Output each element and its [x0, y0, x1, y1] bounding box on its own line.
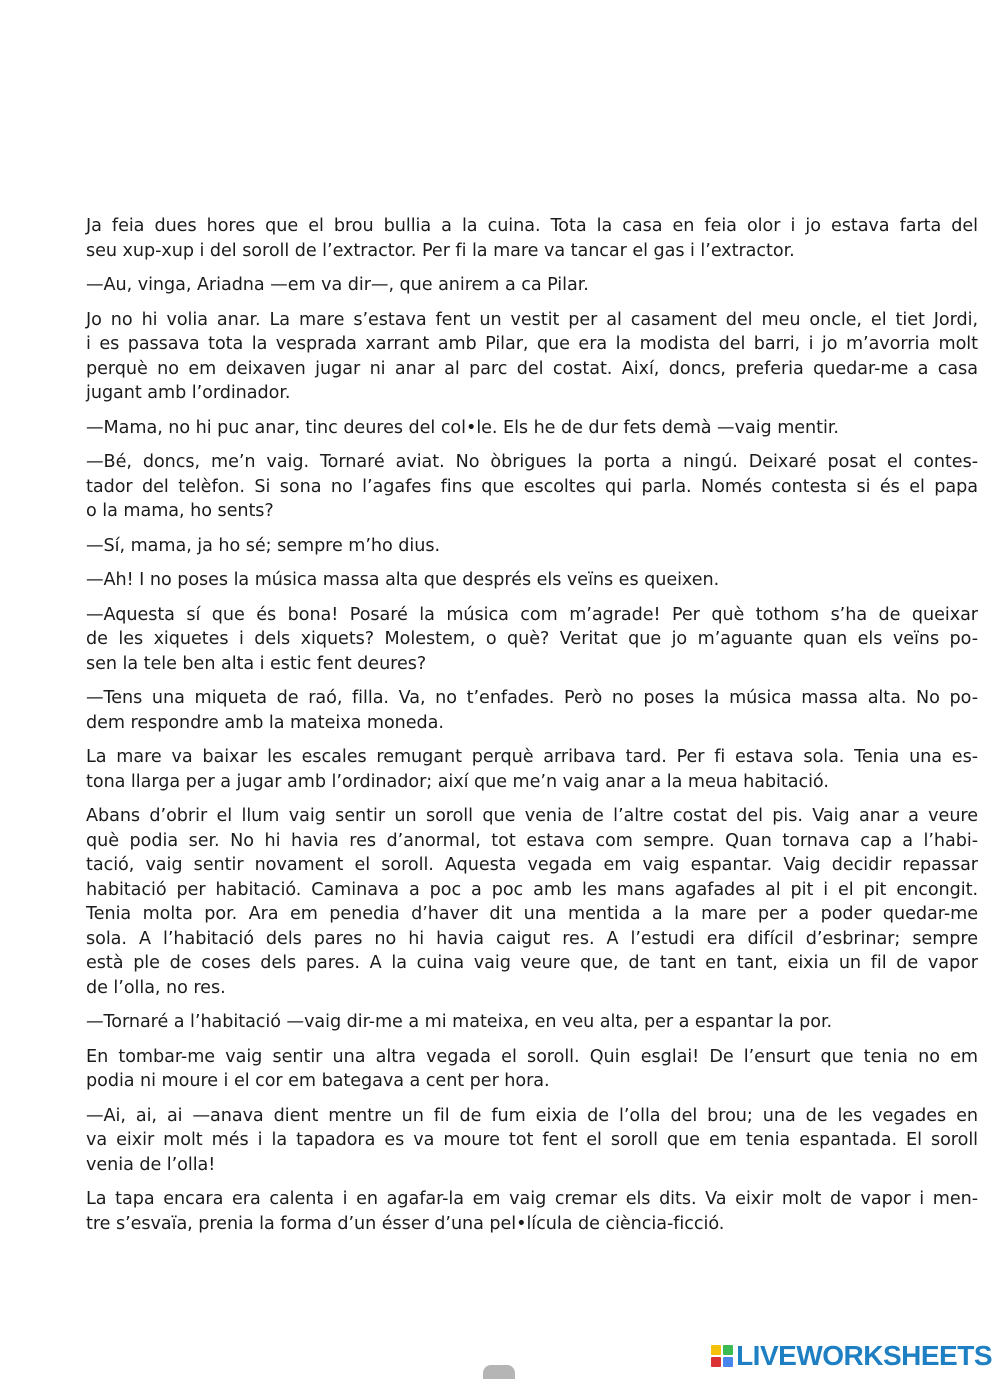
logo-square-2 — [723, 1345, 733, 1355]
text-line: habitació per habitació. Caminava a poc a poc amb les mans agafades al pit i el pit encongit. — [86, 879, 978, 900]
text-line: de l’olla, no res. — [86, 977, 226, 998]
text-line: sola. A l’habitació dels pares no hi havia caigut res. A l’estudi era difícil d’esbrinar; sempre — [86, 928, 978, 949]
paragraph — [86, 1104, 978, 1178]
text-line: jugant amb l’ordinador. — [86, 383, 291, 403]
paragraph — [86, 1187, 978, 1236]
text-line: La tapa encara era calenta i en agafar-la em vaig cremar els dits. Va eixir molt de vapor i men- — [86, 1189, 978, 1209]
scroll-handle[interactable] — [483, 1365, 515, 1379]
text-line: tació, vaig sentir novament el soroll. Aquesta vegada em vaig espantar. Vaig decidir repassar — [86, 855, 978, 875]
text-line: —Au, vinga, Ariadna —em va dir—, que anirem a ca Pilar. — [86, 275, 589, 295]
text-line: o la mama, ho sents? — [86, 501, 274, 521]
text-line: sen la tele ben alta i estic fent deures? — [86, 653, 427, 674]
text-line: —Bé, doncs, me’n vaig. Tornaré aviat. No òbrigues la porta a ningú. Deixaré posat el contes- — [86, 452, 978, 472]
text-line: —Ai, ai, ai —anava dient mentre un fil de fum eixia de l’olla del brou; una de les vegades en — [86, 1105, 978, 1126]
text-line: perquè no em deixaven jugar ni anar al parc del costat. Així, doncs, preferia quedar-me a casa — [86, 358, 978, 379]
text-line: Abans d’obrir el llum vaig sentir un soroll que venia de l’altre costat del pis. Vaig anar a veure — [86, 806, 978, 826]
text-line: va eixir molt més i la tapadora es va moure tot fent el soroll que em tenia espantada. El soroll — [86, 1130, 978, 1150]
logo-text: LIVEWORKSHEETS — [736, 1340, 992, 1371]
logo-square-3 — [711, 1357, 721, 1367]
logo-square-1 — [711, 1345, 721, 1355]
text-line: —Aquesta sí que és bona! Posaré la música com m’agrade! Per què tothom s’ha de queixar — [86, 604, 978, 625]
text-line: En tombar-me vaig sentir una altra vegada el soroll. Quin esglai! De l’ensurt que tenia no em — [86, 1046, 978, 1067]
paragraph — [86, 214, 978, 263]
liveworksheets-logo — [711, 1341, 992, 1371]
text-line: venia de l’olla! — [86, 1154, 216, 1175]
text-line: Jo no hi volia anar. La mare s’estava fent un vestit per al casament del meu oncle, el tiet Jordi, — [86, 309, 978, 330]
text-line: —Mama, no hi puc anar, tinc deures del col•le. Els he de dur fets demà —vaig mentir. — [86, 417, 839, 438]
text-line: tre s’esvaïa, prenia la forma d’un ésser d’una pel•lícula de ciència-ficció. — [86, 1213, 725, 1234]
paragraph — [86, 273, 978, 298]
paragraph — [86, 568, 978, 593]
text-line: i es passava tota la vesprada xarrant amb Pilar, que era la modista del barri, i jo m’avorria molt — [86, 334, 978, 354]
text-line: què podia ser. No hi havia res d’anormal, tot estava com sempre. Quan tornava cap a l’habi- — [86, 830, 978, 851]
paragraph — [86, 1045, 978, 1094]
text-line: —Tornaré a l’habitació —vaig dir-me a mi mateixa, en veu alta, per a espantar la por. — [86, 1012, 833, 1032]
paragraph — [86, 686, 978, 735]
text-line: podia ni moure i el cor em bategava a cent per hora. — [86, 1071, 550, 1091]
text-line: dem respondre amb la mateixa moneda. — [86, 712, 444, 733]
paragraph — [86, 534, 978, 559]
paragraph — [86, 1010, 978, 1035]
story-text — [86, 214, 978, 1246]
text-line: La mare va baixar les escales remugant perquè arribava tard. Per fi estava sola. Tenia una es- — [86, 747, 978, 767]
paragraph — [86, 308, 978, 406]
text-line: Ja feia dues hores que el brou bullia a la cuina. Tota la casa en feia olor i jo estava farta del — [86, 216, 978, 236]
text-line: està ple de coses dels pares. A la cuina vaig veure que, de tant en tant, eixia un fil de vapor — [86, 953, 978, 973]
liveworksheets-icon — [711, 1345, 733, 1367]
text-line: tona llarga per a jugar amb l’ordinador; així que me’n vaig anar a la meua habitació. — [86, 771, 829, 792]
text-line: Tenia molta por. Ara em penedia d’haver dit una mentida a la mare per a poder quedar-me — [86, 904, 978, 924]
text-line: —Sí, mama, ja ho sé; sempre m’ho dius. — [86, 535, 441, 556]
paragraph — [86, 804, 978, 1000]
text-line: tador del telèfon. Si sona no l’agafes fins que escoltes qui parla. Només contesta si és el papa — [86, 476, 978, 497]
text-line: —Ah! I no poses la música massa alta que després els veïns es queixen. — [86, 570, 720, 590]
paragraph — [86, 450, 978, 524]
text-line: —Tens una miqueta de raó, filla. Va, no t’enfades. Però no poses la música massa alta. No po- — [86, 688, 978, 708]
logo-square-4 — [723, 1357, 733, 1367]
paragraph — [86, 745, 978, 794]
paragraph — [86, 603, 978, 677]
paragraph — [86, 416, 978, 441]
text-line: seu xup-xup i del soroll de l’extractor. Per fi la mare va tancar el gas i l’extractor. — [86, 240, 795, 261]
text-line: de les xiquetes i dels xiquets? Molestem, o què? Veritat que jo m’aguante quan els veïns po- — [86, 629, 978, 649]
